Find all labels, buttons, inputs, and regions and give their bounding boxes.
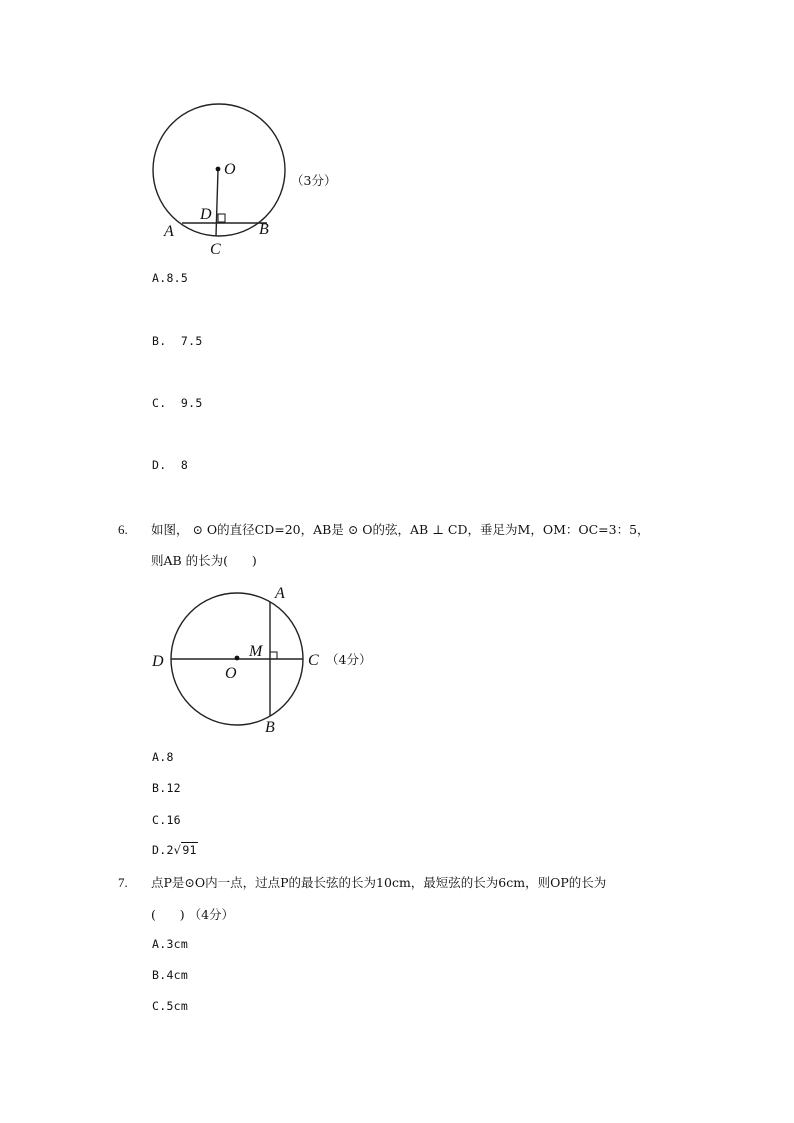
q5-label-c: C bbox=[210, 241, 221, 258]
q5-label-b: B bbox=[259, 221, 269, 238]
q6-label-d: D bbox=[152, 653, 164, 670]
q6-label-o: O bbox=[225, 665, 237, 682]
q5-center-dot bbox=[216, 167, 221, 172]
q6-option-a: A.8 bbox=[152, 750, 174, 764]
q6-right-angle-mark bbox=[270, 652, 277, 659]
q7-text-line2: ( ) （4分） bbox=[151, 907, 235, 922]
q5-right-angle-mark bbox=[218, 214, 225, 222]
q6-label-b: B bbox=[265, 719, 275, 736]
q5-label-d: D bbox=[200, 206, 212, 223]
q6-text-line2: 则AB 的长为( ) bbox=[151, 553, 257, 568]
q6-option-d-prefix: D.2 bbox=[152, 843, 174, 857]
q6-option-c: C.16 bbox=[152, 813, 181, 827]
q6-option-d-radicand: 91 bbox=[182, 843, 197, 857]
q6-label-c: C bbox=[308, 652, 319, 669]
q5-option-b: B. 7.5 bbox=[152, 334, 203, 348]
q5-points: （3分） bbox=[291, 173, 337, 188]
q7-option-b: B.4cm bbox=[152, 968, 189, 982]
q5-option-c: C. 9.5 bbox=[152, 396, 203, 410]
q5-circle-figure bbox=[140, 95, 300, 265]
sqrt-icon: √91 bbox=[173, 843, 197, 857]
q5-label-a: A bbox=[164, 223, 174, 240]
q5-option-a: A.8.5 bbox=[152, 271, 189, 285]
q5-segment-oc bbox=[216, 170, 218, 236]
q7-option-a: A.3cm bbox=[152, 937, 189, 951]
q7-number: 7. bbox=[118, 875, 128, 890]
q7-option-c: C.5cm bbox=[152, 999, 189, 1013]
q7-text-line1: 点P是⊙O内一点，过点P的最长弦的长为10cm，最短弦的长为6cm，则OP的长为 bbox=[151, 875, 607, 890]
q6-number: 6. bbox=[118, 522, 128, 537]
q5-option-d: D. 8 bbox=[152, 458, 189, 472]
q6-label-m: M bbox=[249, 643, 263, 660]
q6-circle-figure bbox=[145, 580, 330, 740]
q5-label-o: O bbox=[224, 161, 236, 178]
q6-option-d bbox=[152, 843, 198, 857]
q6-text-line1: 如图， ⊙ O的直径CD=20，AB是 ⊙ O的弦，AB ⊥ CD，垂足为M，OM：OC=3：5， bbox=[151, 522, 650, 537]
q6-points: （4分） bbox=[326, 652, 372, 667]
q6-center-dot bbox=[235, 656, 240, 661]
q6-option-b: B.12 bbox=[152, 781, 181, 795]
q6-label-a: A bbox=[275, 585, 285, 602]
